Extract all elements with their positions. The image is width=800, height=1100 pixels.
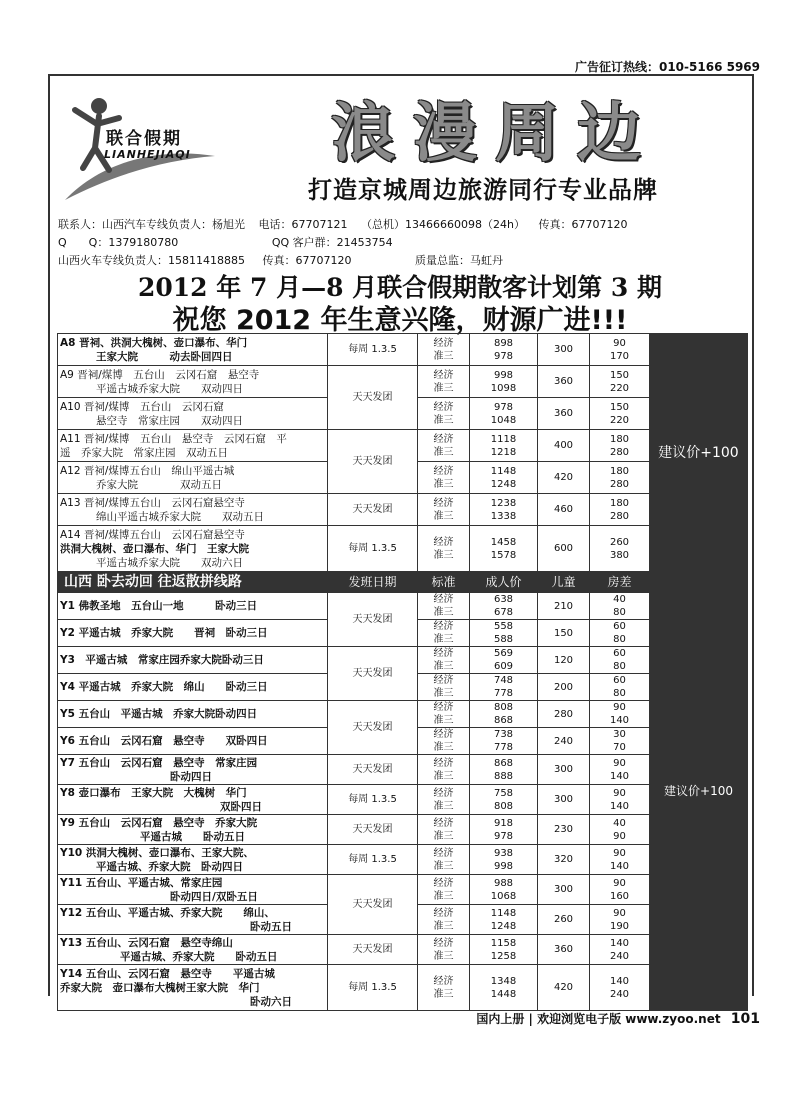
table-row	[58, 875, 748, 905]
adult-price-cell: 978 1048	[470, 398, 538, 430]
route-cell: Y7 五台山 云冈石窟 悬空寺 常家庄园 卧动四日	[58, 755, 328, 785]
room-diff-cell: 90 170	[590, 334, 650, 366]
child-price-cell: 420	[538, 462, 590, 494]
adult-price-cell: 918 978	[470, 815, 538, 845]
section-title: 山西 卧去动回 往返散拼线路	[58, 572, 328, 593]
routes-table	[57, 333, 748, 1011]
schedule-cell: 每周 1.3.5	[328, 785, 418, 815]
contact-qq-group: QQ 客户群：21453754	[271, 236, 393, 249]
standard-cell: 经济 准三	[418, 647, 470, 674]
room-diff-cell: 60 80	[590, 647, 650, 674]
child-price-cell: 400	[538, 430, 590, 462]
standard-cell: 经济 准三	[418, 462, 470, 494]
adult-price-cell: 569 609	[470, 647, 538, 674]
child-price-cell: 300	[538, 875, 590, 905]
suggested-price-note: 建议价+100	[650, 572, 748, 1011]
standard-cell: 经济 准三	[418, 965, 470, 1011]
table-row	[58, 785, 748, 815]
child-price-cell: 200	[538, 674, 590, 701]
table-row	[58, 334, 748, 366]
standard-cell: 经济 准三	[418, 701, 470, 728]
route-cell: Y8 壶口瀑布 王家大院 大槐树 华门 双卧四日	[58, 785, 328, 815]
route-cell: A13 晋祠/煤博五台山 云冈石窟悬空寺 绵山平遥古城乔家大院 双动五日	[58, 494, 328, 526]
room-diff-cell: 180 280	[590, 462, 650, 494]
standard-cell: 经济 准三	[418, 494, 470, 526]
contact-line-3	[58, 252, 513, 268]
adult-price-cell: 758 808	[470, 785, 538, 815]
headline: 浪漫周边	[331, 96, 659, 171]
schedule-cell: 天天发团	[328, 647, 418, 701]
table-row	[58, 701, 748, 728]
standard-cell: 经济 准三	[418, 526, 470, 572]
route-cell: Y3 平遥古城 常家庄园乔家大院卧动三日	[58, 647, 328, 674]
route-cell: Y14 五台山、云冈石窟 悬空寺 平遥古城 乔家大院 壶口瀑布大槐树王家大院 华门 卧动六日	[58, 965, 328, 1011]
room-diff-cell: 90 140	[590, 755, 650, 785]
adult-price-cell: 938 998	[470, 845, 538, 875]
column-header: 儿童	[538, 572, 590, 593]
adult-price-cell: 1348 1448	[470, 965, 538, 1011]
table-row	[58, 430, 748, 462]
child-price-cell: 210	[538, 593, 590, 620]
route-cell: A10 晋祠/煤博 五台山 云冈石窟 悬空寺 常家庄园 双动四日	[58, 398, 328, 430]
route-cell: Y9 五台山 云冈石窟 悬空寺 乔家大院 平遥古城 卧动五日	[58, 815, 328, 845]
child-price-cell: 360	[538, 398, 590, 430]
route-cell: A11 晋祠/煤博 五台山 悬空寺 云冈石窟 平 遥 乔家大院 常家庄园 双动五日	[58, 430, 328, 462]
plan-subtitle: 祝您 2012 年生意兴隆，财源广进!!!	[172, 305, 628, 336]
table-row	[58, 965, 748, 1011]
route-cell: Y6 五台山 云冈石窟 悬空寺 双卧四日	[58, 728, 328, 755]
schedule-cell: 每周 1.3.5	[328, 965, 418, 1011]
adult-price-cell: 1458 1578	[470, 526, 538, 572]
route-cell: Y10 洪洞大槐树、壶口瀑布、王家大院、 平遥古城、乔家大院 卧动四日	[58, 845, 328, 875]
schedule-cell: 天天发团	[328, 935, 418, 965]
standard-cell: 经济 准三	[418, 593, 470, 620]
room-diff-cell: 90 140	[590, 845, 650, 875]
contact-phone: 电话：67707121	[258, 218, 348, 231]
schedule-cell: 天天发团	[328, 430, 418, 494]
schedule-cell: 天天发团	[328, 593, 418, 647]
standard-cell: 经济 准三	[418, 334, 470, 366]
standard-cell: 经济 准三	[418, 815, 470, 845]
room-diff-cell: 40 80	[590, 593, 650, 620]
contact-line-2	[58, 234, 403, 250]
adult-price-cell: 898 978	[470, 334, 538, 366]
standard-cell: 经济 准三	[418, 875, 470, 905]
table-row	[58, 815, 748, 845]
child-price-cell: 150	[538, 620, 590, 647]
adult-price-cell: 1238 1338	[470, 494, 538, 526]
standard-cell: 经济 准三	[418, 398, 470, 430]
route-cell: Y2 平遥古城 乔家大院 晋祠 卧动三日	[58, 620, 328, 647]
table-row	[58, 647, 748, 674]
contact-line-1	[58, 216, 637, 232]
suggested-price-note: 建议价+100	[650, 334, 748, 572]
adult-price-cell: 998 1098	[470, 366, 538, 398]
table-row	[58, 845, 748, 875]
column-header: 成人价	[470, 572, 538, 593]
footer-text: 国内上册 | 欢迎浏览电子版 www.zyoo.net	[476, 1012, 721, 1026]
ad-hotline: 广告征订热线：010-5166 5969	[574, 60, 760, 74]
room-diff-cell: 260 380	[590, 526, 650, 572]
room-diff-cell: 150 220	[590, 398, 650, 430]
child-price-cell: 420	[538, 965, 590, 1011]
table-row	[58, 526, 748, 572]
room-diff-cell: 180 280	[590, 494, 650, 526]
room-diff-cell: 60 80	[590, 620, 650, 647]
room-diff-cell: 60 80	[590, 674, 650, 701]
standard-cell: 经济 准三	[418, 728, 470, 755]
table-row	[58, 593, 748, 620]
plan-title: 2012 年 7 月—8 月联合假期散客计划第 3 期	[138, 273, 662, 302]
room-diff-cell: 90 140	[590, 701, 650, 728]
standard-cell: 经济 准三	[418, 845, 470, 875]
schedule-cell: 天天发团	[328, 366, 418, 430]
child-price-cell: 600	[538, 526, 590, 572]
room-diff-cell: 90 140	[590, 785, 650, 815]
adult-price-cell: 808 868	[470, 701, 538, 728]
schedule-cell: 天天发团	[328, 701, 418, 755]
schedule-cell: 每周 1.3.5	[328, 334, 418, 366]
adult-price-cell: 868 888	[470, 755, 538, 785]
contact-person: 联系人：山西汽车专线负责人：杨旭光	[58, 218, 245, 231]
adult-price-cell: 1148 1248	[470, 462, 538, 494]
standard-cell: 经济 准三	[418, 620, 470, 647]
schedule-cell: 每周 1.3.5	[328, 845, 418, 875]
route-cell: A12 晋祠/煤博五台山 绵山平遥古城 乔家大院 双动五日	[58, 462, 328, 494]
standard-cell: 经济 准三	[418, 366, 470, 398]
tagline: 打造京城周边旅游同行专业品牌	[308, 176, 658, 204]
child-price-cell: 300	[538, 785, 590, 815]
standard-cell: 经济 准三	[418, 674, 470, 701]
child-price-cell: 230	[538, 815, 590, 845]
child-price-cell: 260	[538, 905, 590, 935]
logo-pinyin: LIANHEJIAQI	[104, 148, 191, 161]
route-cell: Y12 五台山、平遥古城、乔家大院 绵山、 卧动五日	[58, 905, 328, 935]
contact-fax: 传真：67707120	[538, 218, 628, 231]
standard-cell: 经济 准三	[418, 785, 470, 815]
adult-price-cell: 638 678	[470, 593, 538, 620]
adult-price-cell: 1158 1258	[470, 935, 538, 965]
route-cell: Y13 五台山、云冈石窟 悬空寺绵山 平遥古城、乔家大院 卧动五日	[58, 935, 328, 965]
standard-cell: 经济 准三	[418, 905, 470, 935]
table-row	[58, 755, 748, 785]
adult-price-cell: 738 778	[470, 728, 538, 755]
train-fax: 传真：67707120	[262, 254, 352, 267]
child-price-cell: 300	[538, 755, 590, 785]
logo-name: 联合假期	[106, 129, 182, 149]
section-header-row	[58, 572, 748, 593]
room-diff-cell: 180 280	[590, 430, 650, 462]
room-diff-cell: 90 190	[590, 905, 650, 935]
standard-cell: 经济 准三	[418, 935, 470, 965]
room-diff-cell: 90 160	[590, 875, 650, 905]
standard-cell: 经济 准三	[418, 755, 470, 785]
route-cell: A9 晋祠/煤博 五台山 云冈石窟 悬空寺 平遥古城乔家大院 双动四日	[58, 366, 328, 398]
child-price-cell: 360	[538, 935, 590, 965]
adult-price-cell: 748 778	[470, 674, 538, 701]
child-price-cell: 460	[538, 494, 590, 526]
child-price-cell: 120	[538, 647, 590, 674]
route-cell: Y5 五台山 平遥古城 乔家大院卧动四日	[58, 701, 328, 728]
schedule-cell: 每周 1.3.5	[328, 526, 418, 572]
footer	[440, 1010, 760, 1027]
room-diff-cell: 40 90	[590, 815, 650, 845]
standard-cell: 经济 准三	[418, 430, 470, 462]
child-price-cell: 320	[538, 845, 590, 875]
adult-price-cell: 1118 1218	[470, 430, 538, 462]
route-cell: Y11 五台山、平遥古城、常家庄园 卧动四日/双卧五日	[58, 875, 328, 905]
schedule-cell: 天天发团	[328, 755, 418, 785]
train-contact: 山西火车专线负责人：15811418885	[58, 254, 245, 267]
child-price-cell: 240	[538, 728, 590, 755]
adult-price-cell: 988 1068	[470, 875, 538, 905]
schedule-cell: 天天发团	[328, 494, 418, 526]
adult-price-cell: 558 588	[470, 620, 538, 647]
column-header: 房差	[590, 572, 650, 593]
schedule-cell: 天天发团	[328, 815, 418, 845]
route-cell: A14 晋祠/煤博五台山 云冈石窟悬空寺 洪洞大槐树、壶口瀑布、华门 王家大院 平遥古城乔家大院 双动六日	[58, 526, 328, 572]
contact-mobile: （总机）13466660098（24h）	[361, 218, 525, 231]
room-diff-cell: 140 240	[590, 965, 650, 1011]
room-diff-cell: 140 240	[590, 935, 650, 965]
child-price-cell: 360	[538, 366, 590, 398]
table-row	[58, 494, 748, 526]
page-number: 101	[730, 1011, 760, 1027]
room-diff-cell: 150 220	[590, 366, 650, 398]
quality-director: 质量总监：马虹丹	[414, 254, 503, 267]
route-cell: Y4 平遥古城 乔家大院 绵山 卧动三日	[58, 674, 328, 701]
route-cell: A8 晋祠、洪洞大槐树、壶口瀑布、华门 王家大院 动去卧回四日	[58, 334, 328, 366]
adult-price-cell: 1148 1248	[470, 905, 538, 935]
contact-qq: Q Q：1379180780	[58, 236, 179, 249]
route-cell: Y1 佛教圣地 五台山一地 卧动三日	[58, 593, 328, 620]
schedule-cell: 天天发团	[328, 875, 418, 935]
table-row	[58, 935, 748, 965]
room-diff-cell: 30 70	[590, 728, 650, 755]
column-header: 发班日期	[328, 572, 418, 593]
child-price-cell: 300	[538, 334, 590, 366]
table-row	[58, 366, 748, 398]
child-price-cell: 280	[538, 701, 590, 728]
column-header: 标准	[418, 572, 470, 593]
